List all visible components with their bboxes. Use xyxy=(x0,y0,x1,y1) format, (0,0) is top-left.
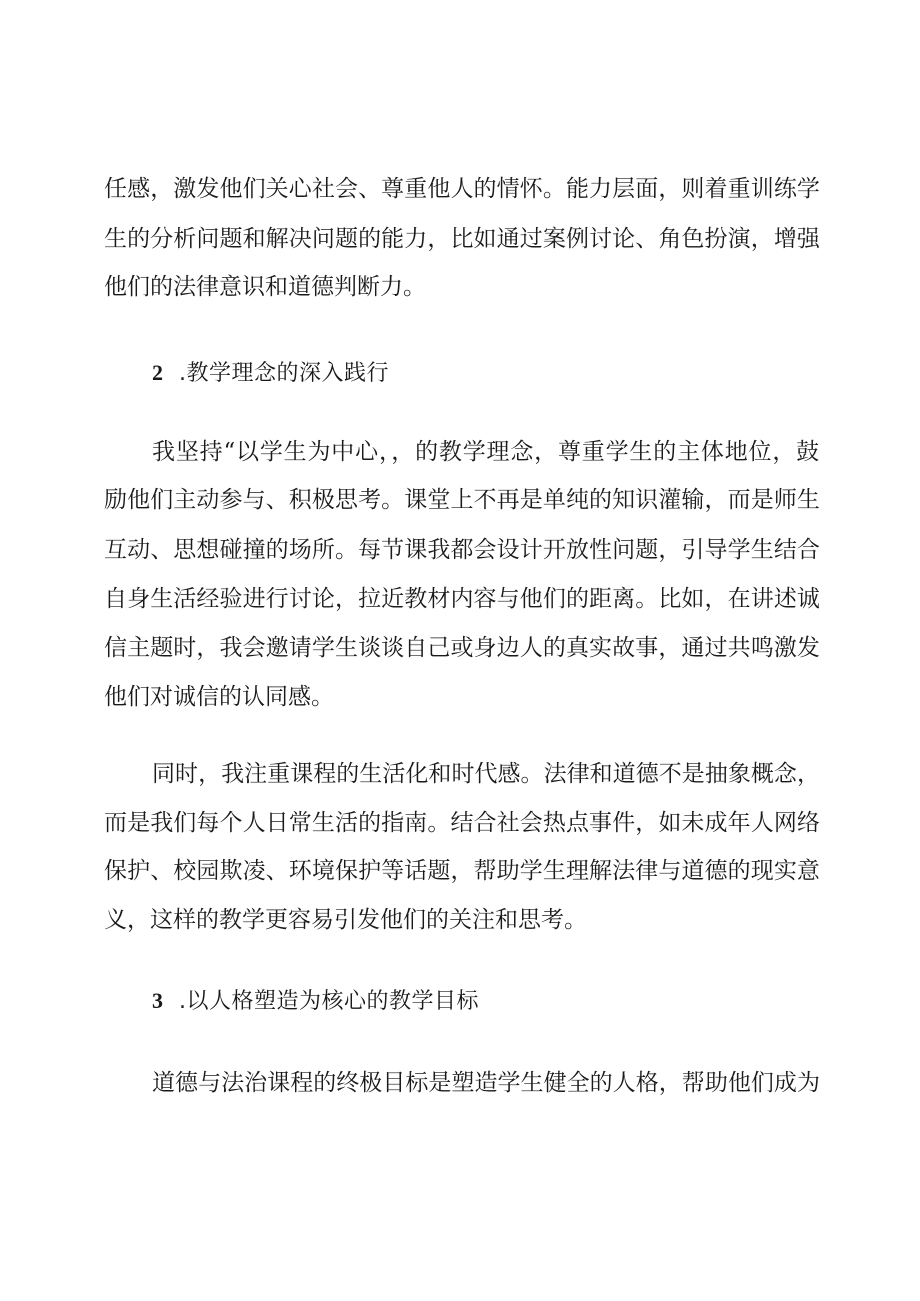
paragraph-line: 互动、思想碰撞的场所。每节课我都会设计开放性问题，引导学生结合 xyxy=(104,537,821,563)
paragraph-line: 生的分析问题和解决问题的能力，比如通过案例讨论、角色扮演，增强 xyxy=(104,226,821,252)
paragraph-line: 自身生活经验进行讨论，拉近教材内容与他们的距离。比如，在讲述诚 xyxy=(104,586,821,612)
section-number: 2 xyxy=(152,360,163,385)
paragraph-line: 他们的法律意识和道德判断力。 xyxy=(104,274,426,300)
section-heading-2 xyxy=(152,358,389,389)
paragraph-line: 他们对诚信的认同感。 xyxy=(104,684,334,710)
paragraph-line: 道德与法治课程的终极目标是塑造学生健全的人格，帮助他们成为 xyxy=(152,1070,820,1096)
paragraph-line: 而是我们每个人日常生活的指南。结合社会热点事件，如未成年人网络 xyxy=(104,810,821,836)
paragraph-line: 励他们主动参与、积极思考。课堂上不再是单纯的知识灌输，而是师生 xyxy=(104,487,821,513)
section-heading-3 xyxy=(152,986,479,1017)
paragraph-line: 同时，我注重课程的生活化和时代感。法律和道德不是抽象概念， xyxy=(152,761,820,787)
paragraph-line: 任感，激发他们关心社会、尊重他人的情怀。能力层面，则着重训练学 xyxy=(104,176,821,202)
paragraph-line: 我坚持“以学生为中心，，的教学理念，尊重学生的主体地位，鼓 xyxy=(152,439,820,465)
section-title: .以人格塑造为核心的教学目标 xyxy=(179,989,479,1014)
paragraph-line: 义，这样的教学更容易引发他们的关注和思考。 xyxy=(104,907,587,933)
paragraph-line: 保护、校园欺凌、环境保护等话题，帮助学生理解法律与道德的现实意 xyxy=(104,858,821,884)
section-number: 3 xyxy=(152,988,163,1013)
section-title: .教学理念的深入践行 xyxy=(179,361,389,386)
paragraph-line: 信主题时，我会邀请学生谈谈自己或身边人的真实故事，通过共鸣激发 xyxy=(104,635,821,661)
